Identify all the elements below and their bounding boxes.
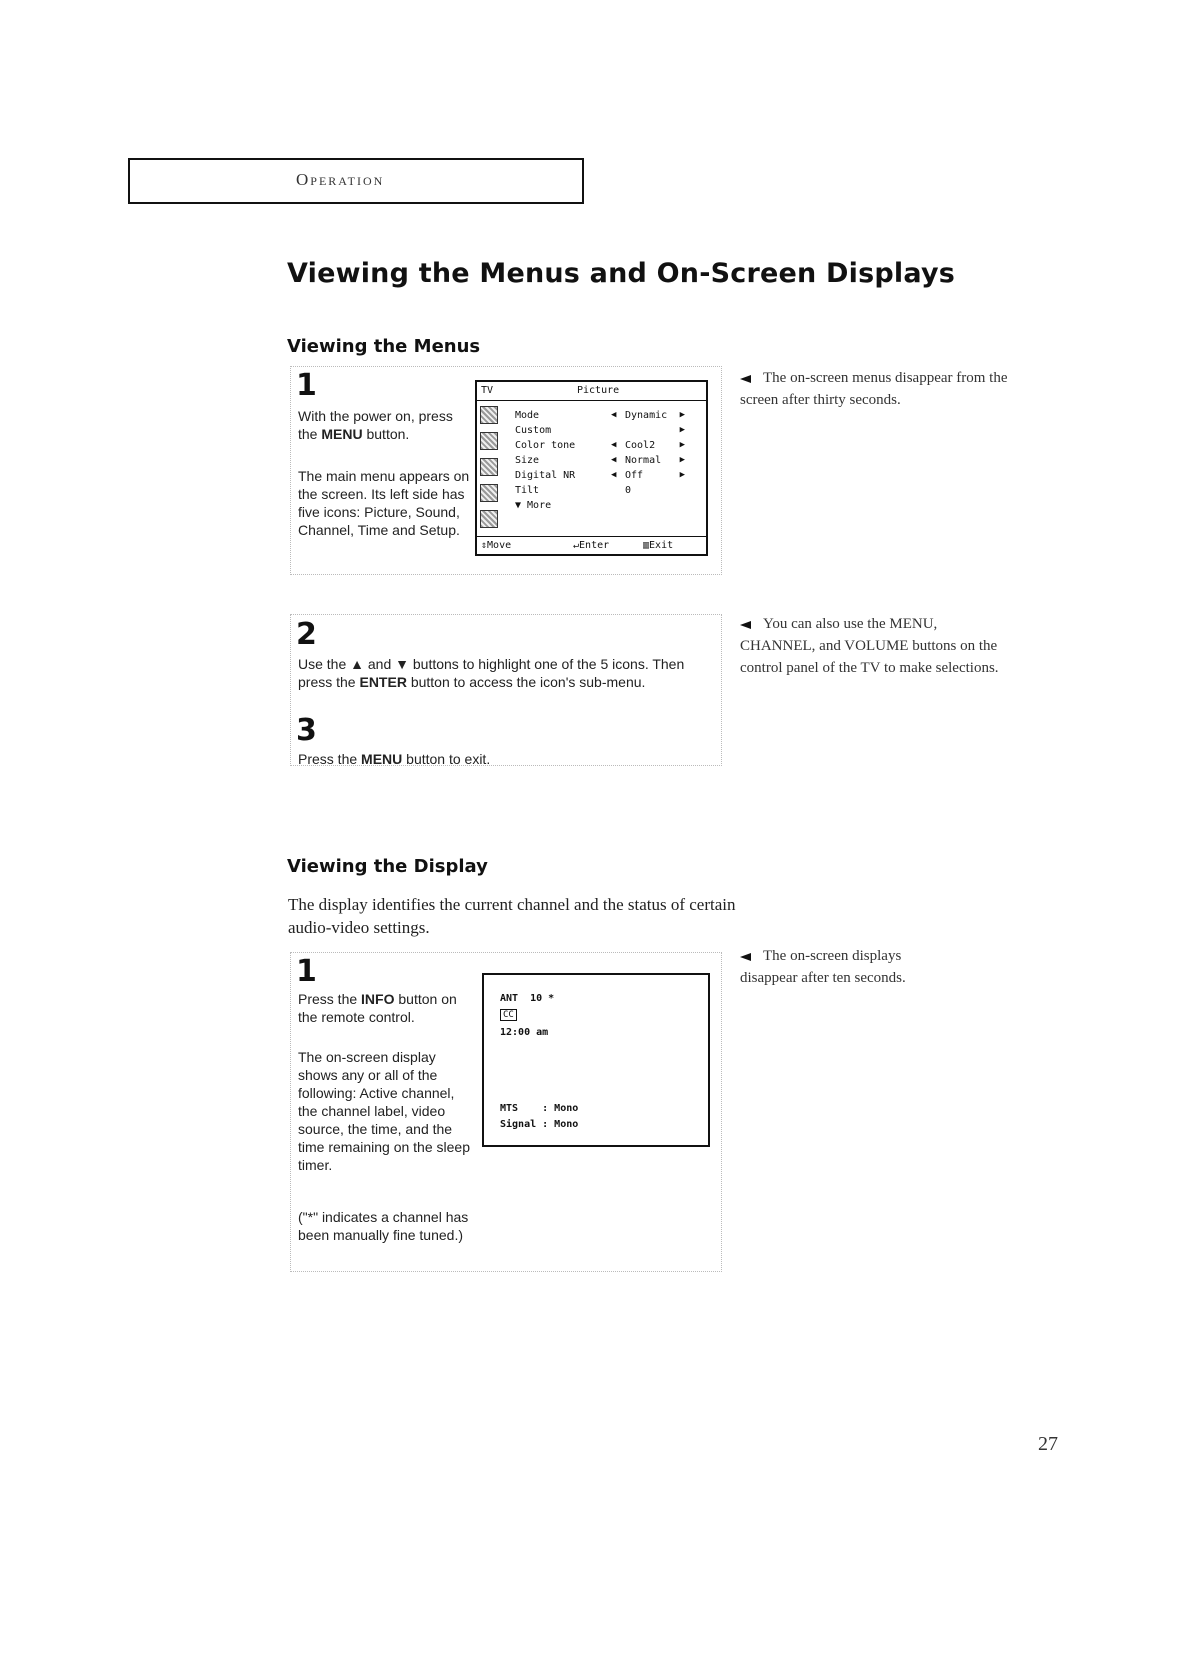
menu-row-size: Size ◀ Normal ▶ <box>515 455 685 466</box>
menus-note-1: The on-screen menus disappear from the screen after thirty seconds. <box>740 370 1008 408</box>
channel-icon <box>480 458 498 476</box>
enter-icon: ↵ <box>573 540 580 551</box>
menus-step1-number: 1 <box>296 368 317 403</box>
info-channel-line: ANT 10 * <box>500 993 555 1004</box>
menus-step2-text: Use the ▲ and ▼ buttons to highlight one of the 5 icons. Then press the ENTER button to access the icon's sub-menu. <box>298 656 685 690</box>
display-intro: The display identifies the current channel and the status of certain audio-video settings. <box>288 895 736 937</box>
time-icon <box>480 484 498 502</box>
move-hint: ⇕Move <box>481 540 512 551</box>
setup-icon <box>480 510 498 528</box>
move-arrows-icon: ⇕ <box>481 540 488 551</box>
display-step1-text-c: ("*" indicates a channel has been manually fine tuned.) <box>298 1209 469 1243</box>
menu-row-digital-nr: Digital NR ◀ Off ▶ <box>515 470 685 481</box>
menu-row-mode: Mode ◀ Dynamic ▶ <box>515 410 685 421</box>
menus-heading: Viewing the Menus <box>287 336 481 357</box>
enter-hint: ↵Enter <box>573 540 610 551</box>
menus-step1-text-a: With the power on, press the MENU button. <box>298 408 453 442</box>
info-time: 12:00 am <box>500 1027 549 1038</box>
cc-badge-icon: CC <box>500 1009 517 1021</box>
menu-screen-title: Picture <box>577 385 620 396</box>
info-display-screen <box>482 973 710 1147</box>
menus-step2-number: 2 <box>296 617 317 652</box>
sound-icon <box>480 432 498 450</box>
menu-row-more: ▼ More <box>515 500 552 511</box>
info-mts: MTS : Mono <box>500 1103 579 1114</box>
exit-icon: ▥ <box>643 540 650 551</box>
menu-top-divider <box>477 400 706 401</box>
display-note: The on-screen displays disappear after ten seconds. <box>740 948 906 986</box>
menus-step3-number: 3 <box>296 713 317 748</box>
display-step1-text-a: Press the INFO button on the remote control. <box>298 991 457 1025</box>
display-step1-number: 1 <box>296 954 317 989</box>
menu-source-label: TV <box>481 385 494 396</box>
section-header-label: Operation <box>296 170 385 189</box>
section-header-box <box>128 158 584 204</box>
page-title: Viewing the Menus and On-Screen Displays <box>287 258 956 289</box>
menu-bottom-divider <box>477 536 706 537</box>
info-signal: Signal : Mono <box>500 1119 579 1130</box>
display-step1-text-b: The on-screen display shows any or all of the following: Active channel, the channel label, video source, the time, and the time remaining on the sleep timer. <box>298 1049 470 1173</box>
menus-step1-text-b: The main menu appears on the screen. Its left side has five icons: Picture, Sound, Channel, Time and Setup. <box>298 468 470 538</box>
note-arrow-icon <box>740 375 751 383</box>
display-heading: Viewing the Display <box>287 856 488 877</box>
exit-hint: ▥Exit <box>643 540 674 551</box>
note-arrow-icon <box>740 953 751 961</box>
note-arrow-icon <box>740 621 751 629</box>
menus-note-2: You can also use the MENU, CHANNEL, and VOLUME buttons on the control panel of the TV to make selections. <box>740 616 999 676</box>
menu-row-custom: Custom ▶ <box>515 425 685 436</box>
menu-row-tilt: Tilt 0 <box>515 485 632 496</box>
picture-icon <box>480 406 498 424</box>
page-number: 27 <box>1038 1433 1058 1455</box>
main-menu-screen <box>475 380 708 556</box>
menu-row-color-tone: Color tone ◀ Cool2 ▶ <box>515 440 685 451</box>
menus-step3-text: Press the MENU button to exit. <box>298 751 491 767</box>
